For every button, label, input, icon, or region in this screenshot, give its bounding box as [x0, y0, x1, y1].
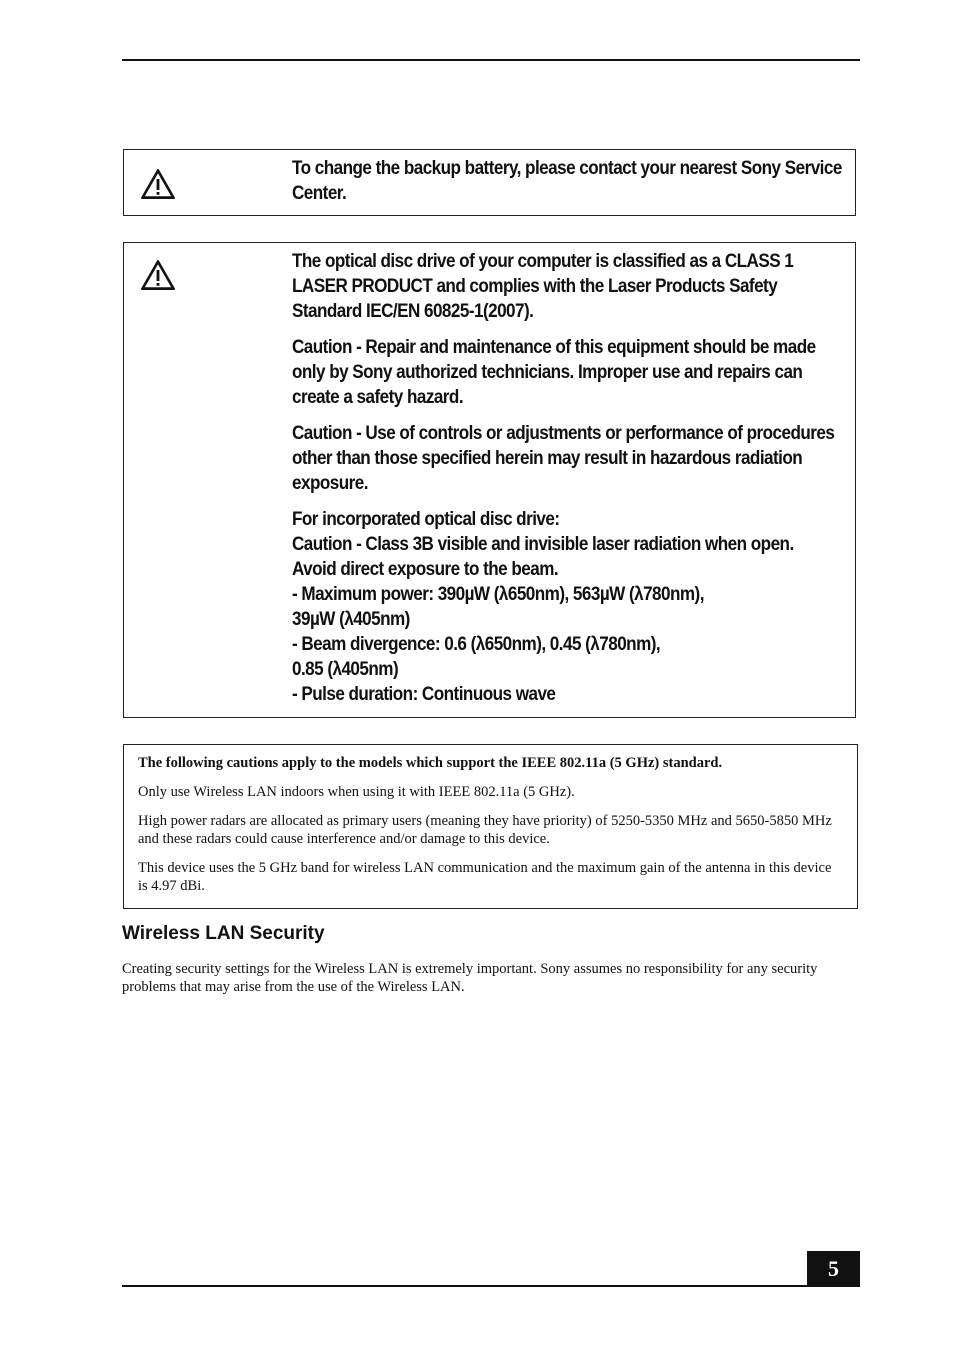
indoor-use-paragraph: Only use Wireless LAN indoors when using it with IEEE 802.11a (5 GHz). — [138, 784, 575, 800]
antenna-gain-paragraph: This device uses the 5 GHz band for wireless LAN communication and the maximum gain of the antenna in this device is 4.97 dBi. — [138, 860, 832, 894]
footer-rule — [122, 1285, 860, 1287]
header-rule — [122, 59, 860, 61]
wireless-cautions-box — [123, 744, 858, 909]
spec-line: 39µW (λ405nm) — [292, 609, 410, 630]
warning-triangle-icon — [140, 259, 176, 291]
spec-line: - Beam divergence: 0.6 (λ650nm), 0.45 (λ780nm), — [292, 634, 661, 655]
spec-line: For incorporated optical disc drive: — [292, 509, 560, 530]
spec-line: Avoid direct exposure to the beam. — [292, 559, 559, 580]
section-title: Wireless LAN Security — [122, 923, 325, 944]
spec-line: 0.85 (λ405nm) — [292, 659, 399, 680]
spec-line: - Pulse duration: Continuous wave — [292, 684, 556, 705]
warning-triangle-icon — [140, 168, 176, 200]
controls-caution-paragraph: Caution - Use of controls or adjustments or performance of procedures other than those specified herein may result in hazardous radiation exposure. — [292, 423, 835, 494]
page-number: 5 — [807, 1251, 860, 1287]
wireless-cautions-heading: The following cautions apply to the models which support the IEEE 802.11a (5 GHz) standard. — [138, 755, 723, 771]
radar-paragraph: High power radars are allocated as primary users (meaning they have priority) of 5250-5350 MHz and 5650-5850 MHz and these radars could cause interference and/or damage to this device. — [138, 813, 832, 847]
repair-caution-paragraph: Caution - Repair and maintenance of this equipment should be made only by Sony authorized technicians. Improper use and repairs can create a safety hazard. — [292, 337, 816, 408]
spec-line: - Maximum power: 390µW (λ650nm), 563µW (λ780nm), — [292, 584, 704, 605]
section-body: Creating security settings for the Wireless LAN is extremely important. Sony assumes no responsibility for any security problems that may arise from the use of the Wireless LAN. — [122, 961, 818, 995]
laser-class-paragraph: The optical disc drive of your computer is classified as a CLASS 1 LASER PRODUCT and complies with the Laser Products Safety Standard IEC/EN 60825-1(2007). — [292, 251, 794, 322]
battery-caution-box — [123, 149, 856, 216]
laser-caution-text — [292, 249, 847, 718]
laser-caution-box — [123, 242, 856, 718]
spec-line: Caution - Class 3B visible and invisible laser radiation when open. — [292, 534, 794, 555]
laser-specs-paragraph — [292, 507, 847, 707]
battery-caution-text: To change the backup battery, please contact your nearest Sony Service Center. — [292, 158, 842, 204]
